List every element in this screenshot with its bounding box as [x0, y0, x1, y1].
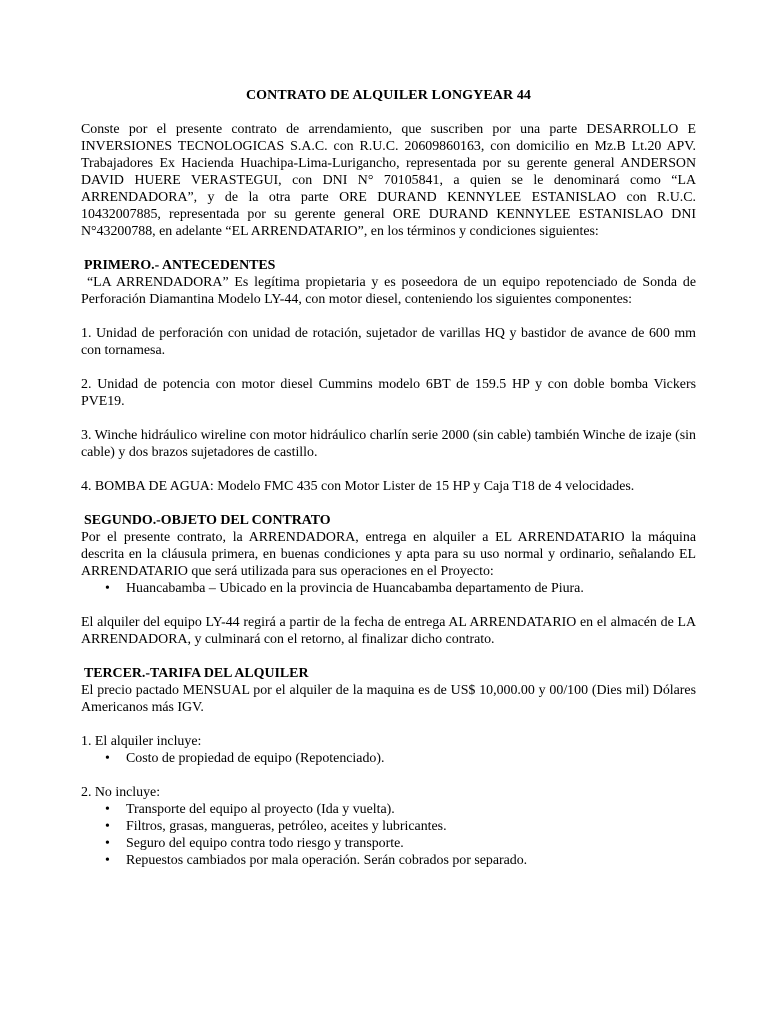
section-2-heading: SEGUNDO.-OBJETO DEL CONTRATO [84, 513, 331, 528]
excludes-label: 2. No incluye: [81, 785, 161, 800]
excludes-list-item: • Transporte del equipo al proyecto (Ida y vuelta). [81, 801, 696, 818]
excludes-list-item: • Filtros, grasas, mangueras, petróleo, aceites y lubricantes. [81, 818, 696, 835]
includes-label: 1. El alquiler incluye: [81, 734, 202, 749]
section-2-paragraph: Por el presente contrato, la ARRENDADORA, entrega en alquiler a EL ARRENDATARIO la máquina descrita en la cláusula primera, en buenas condiciones y apta para su uso normal y ordinario, señalando EL ARRENDATARIO que será utilizada para sus operaciones en el Proyecto: [81, 530, 696, 579]
section-2-paragraph-2: El alquiler del equipo LY-44 regirá a partir de la fecha de entrega AL ARRENDATARIO en el almacén de LA ARRENDADORA, y culminará con el retorno, al finalizar dicho contrato. [81, 615, 696, 647]
component-item: 3. Winche hidráulico wireline con motor hidráulico charlín serie 2000 (sin cable) también Winche de izaje (sin cable) y dos brazos sujetadores de castillo. [81, 428, 696, 460]
component-item: 4. BOMBA DE AGUA: Modelo FMC 435 con Motor Lister de 15 HP y Caja T18 de 4 velocidades. [81, 479, 635, 494]
project-list [81, 580, 696, 597]
excludes-list [81, 801, 696, 869]
section-3-heading: TERCER.-TARIFA DEL ALQUILER [84, 666, 309, 681]
excludes-list-item: • Repuestos cambiados por mala operación. Serán cobrados por separado. [81, 852, 696, 869]
includes-list [81, 750, 696, 767]
project-list-item: • Huancabamba – Ubicado en la provincia de Huancabamba departamento de Piura. [81, 580, 696, 597]
document-title: CONTRATO DE ALQUILER LONGYEAR 44 [245, 88, 532, 103]
component-item: 2. Unidad de potencia con motor diesel Cummins modelo 6BT de 159.5 HP y con doble bomba Vickers PVE19. [81, 377, 696, 409]
excludes-list-item: • Seguro del equipo contra todo riesgo y transporte. [81, 835, 696, 852]
section-3-paragraph: El precio pactado MENSUAL por el alquiler de la maquina es de US$ 10,000.00 y 00/100 (Dies mil) Dólares Americanos más IGV. [81, 683, 696, 715]
component-item: 1. Unidad de perforación con unidad de rotación, sujetador de varillas HQ y bastidor de avance de 600 mm con tornamesa. [81, 326, 696, 358]
section-1-paragraph: “LA ARRENDADORA” Es legítima propietaria y es poseedora de un equipo repotenciado de Sonda de Perforación Diamantina Modelo LY-44, con motor diesel, conteniendo los siguientes componentes: [81, 275, 696, 307]
intro-paragraph: Conste por el presente contrato de arrendamiento, que suscriben por una parte DESARROLLO E INVERSIONES TECNOLOGICAS S.A.C. con R.U.C. 20609860163, con domicilio en Mz.B Lt.20 APV. Trabajadores Ex Hacienda Huachipa-Lima-Lurigancho, representada por su gerente general ANDERSON DAVID HUERE VERASTEGUI, con DNI N° 70105841, a quien se le denominará como “LA ARRENDADORA”, y de la otra parte ORE DURAND KENNYLEE ESTANISLAO con R.U.C. 10432007885, representada por su gerente general ORE DURAND KENNYLEE ESTANISLAO DNI N°43200788, en adelante “EL ARRENDATARIO”, en los términos y condiciones siguientes: [81, 122, 696, 239]
includes-list-item: • Costo de propiedad de equipo (Repotenciado). [81, 750, 696, 767]
section-1-heading: PRIMERO.- ANTECEDENTES [84, 258, 276, 273]
